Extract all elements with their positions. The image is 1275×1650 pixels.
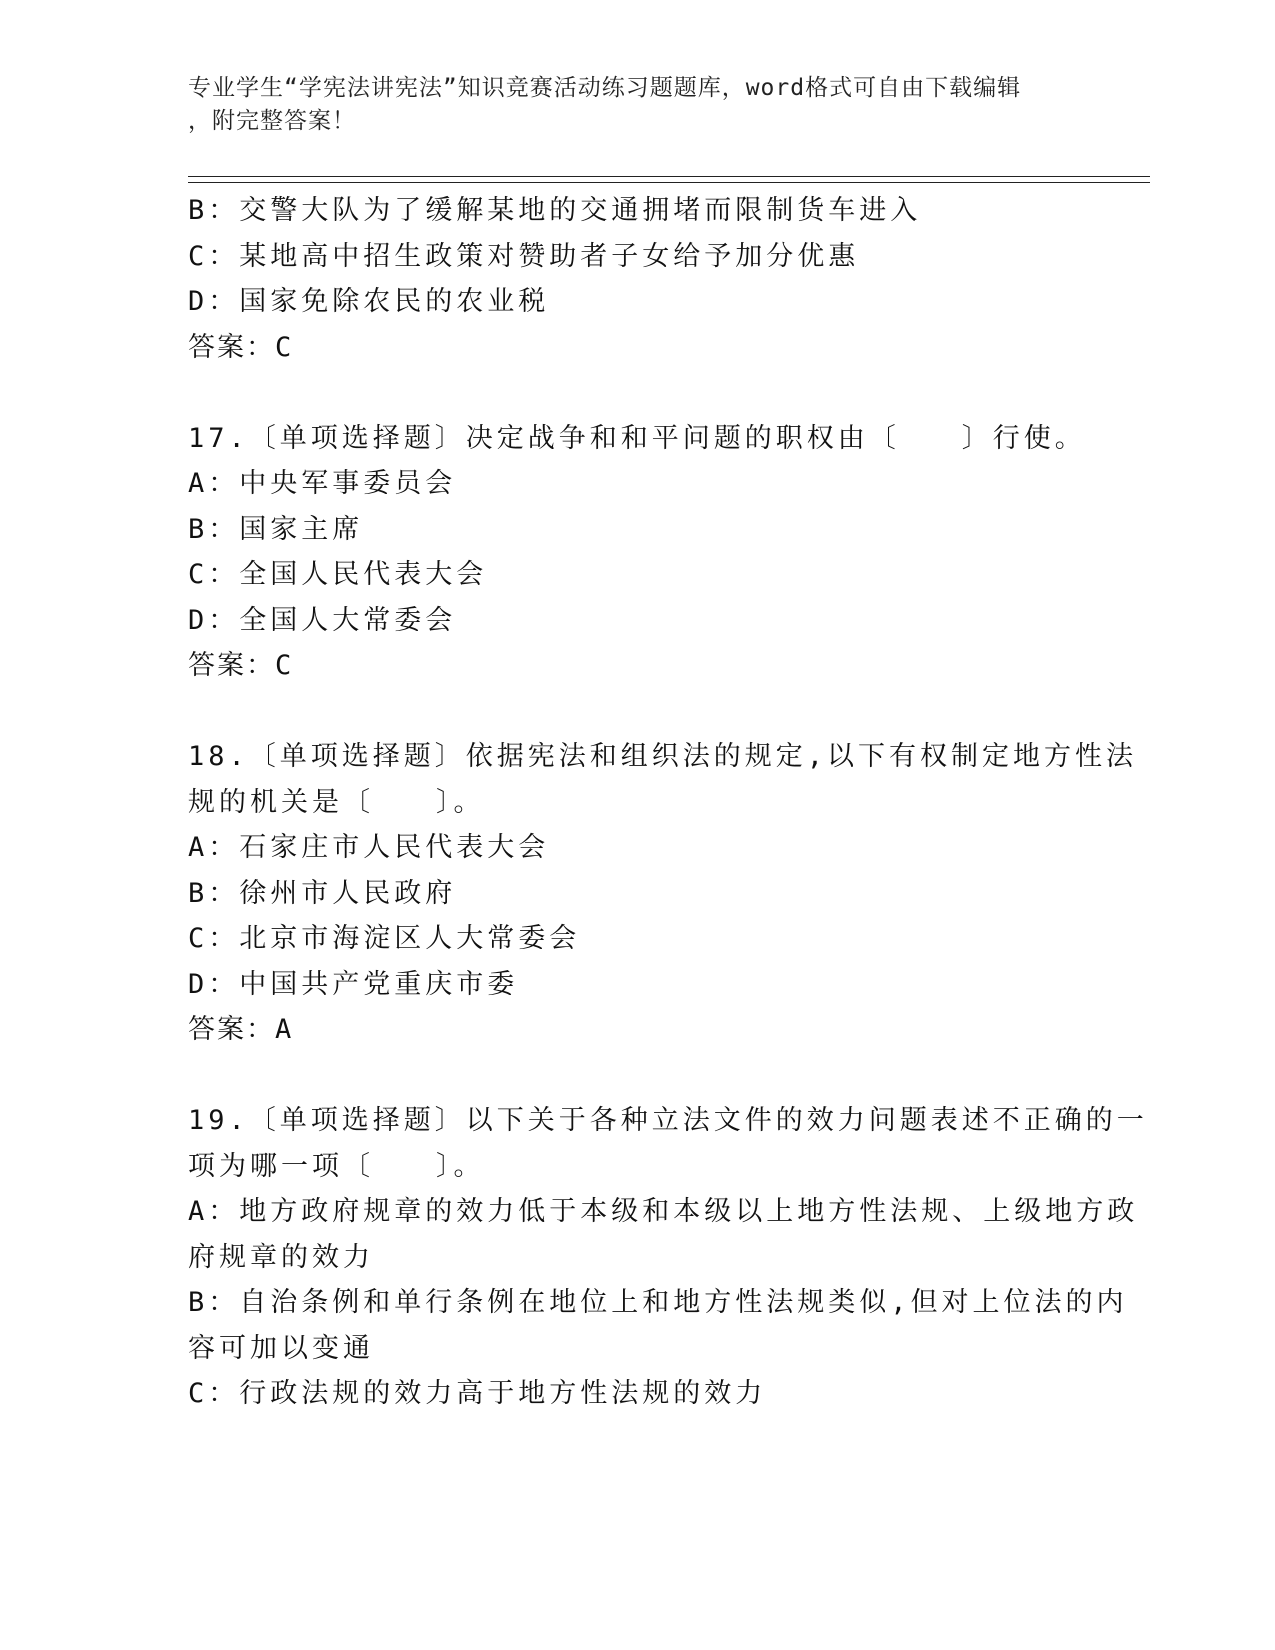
option-a: A：中央军事委员会 <box>188 468 457 499</box>
option-b: B：国家主席 <box>188 513 364 545</box>
header-divider-bottom <box>188 182 1150 183</box>
question-stem-continued: 规的机关是〔 〕。 <box>188 786 485 818</box>
question-19 <box>188 1098 1148 1417</box>
header-title-line-1: 专业学生“学宪法讲宪法”知识竞赛活动练习题题库，word格式可自由下载编辑 <box>188 75 1022 101</box>
question-list <box>188 188 1148 1417</box>
question-stem-continued: 项为哪一项〔 〕。 <box>188 1150 485 1182</box>
option-d: D：全国人大常委会 <box>188 604 457 636</box>
question-stem: 18.〔单项选择题〕依据宪法和组织法的规定,以下有权制定地方性法 <box>188 741 1138 772</box>
answer: 答案：C <box>188 650 294 681</box>
question-stem: 19.〔单项选择题〕以下关于各种立法文件的效力问题表述不正确的一 <box>188 1105 1148 1136</box>
question-16-continued <box>188 188 1078 370</box>
question-18 <box>188 734 1138 1053</box>
option-b: B：徐州市人民政府 <box>188 877 457 909</box>
spacer <box>188 689 1078 735</box>
option-b: B：交警大队为了缓解某地的交通拥堵而限制货车进入 <box>188 195 922 226</box>
header-title-line-2: ，附完整答案！ <box>188 108 356 134</box>
spacer <box>188 370 1078 416</box>
option-b-continued: 容可加以变通 <box>188 1332 374 1364</box>
spacer <box>188 1053 1078 1099</box>
header-divider-top <box>188 176 1150 177</box>
option-c: C：行政法规的效力高于地方性法规的效力 <box>188 1378 767 1409</box>
answer: 答案：A <box>188 1014 294 1045</box>
option-a-continued: 府规章的效力 <box>188 1241 374 1273</box>
page-header <box>188 72 1078 138</box>
option-c: C：北京市海淀区人大常委会 <box>188 923 581 954</box>
option-a: A：石家庄市人民代表大会 <box>188 832 550 863</box>
question-stem: 17.〔单项选择题〕决定战争和和平问题的职权由〔 〕行使。 <box>188 422 1086 454</box>
question-17 <box>188 416 1086 689</box>
option-c: C：全国人民代表大会 <box>188 559 488 590</box>
option-d: D：国家免除农民的农业税 <box>188 286 550 317</box>
option-a: A：地方政府规章的效力低于本级和本级以上地方性法规、上级地方政 <box>188 1196 1139 1227</box>
option-b: B：自治条例和单行条例在地位上和地方性法规类似,但对上位法的内 <box>188 1287 1128 1318</box>
option-c: C：某地高中招生政策对赞助者子女给予加分优惠 <box>188 240 860 272</box>
option-d: D：中国共产党重庆市委 <box>188 968 519 1000</box>
answer: 答案：C <box>188 331 294 363</box>
